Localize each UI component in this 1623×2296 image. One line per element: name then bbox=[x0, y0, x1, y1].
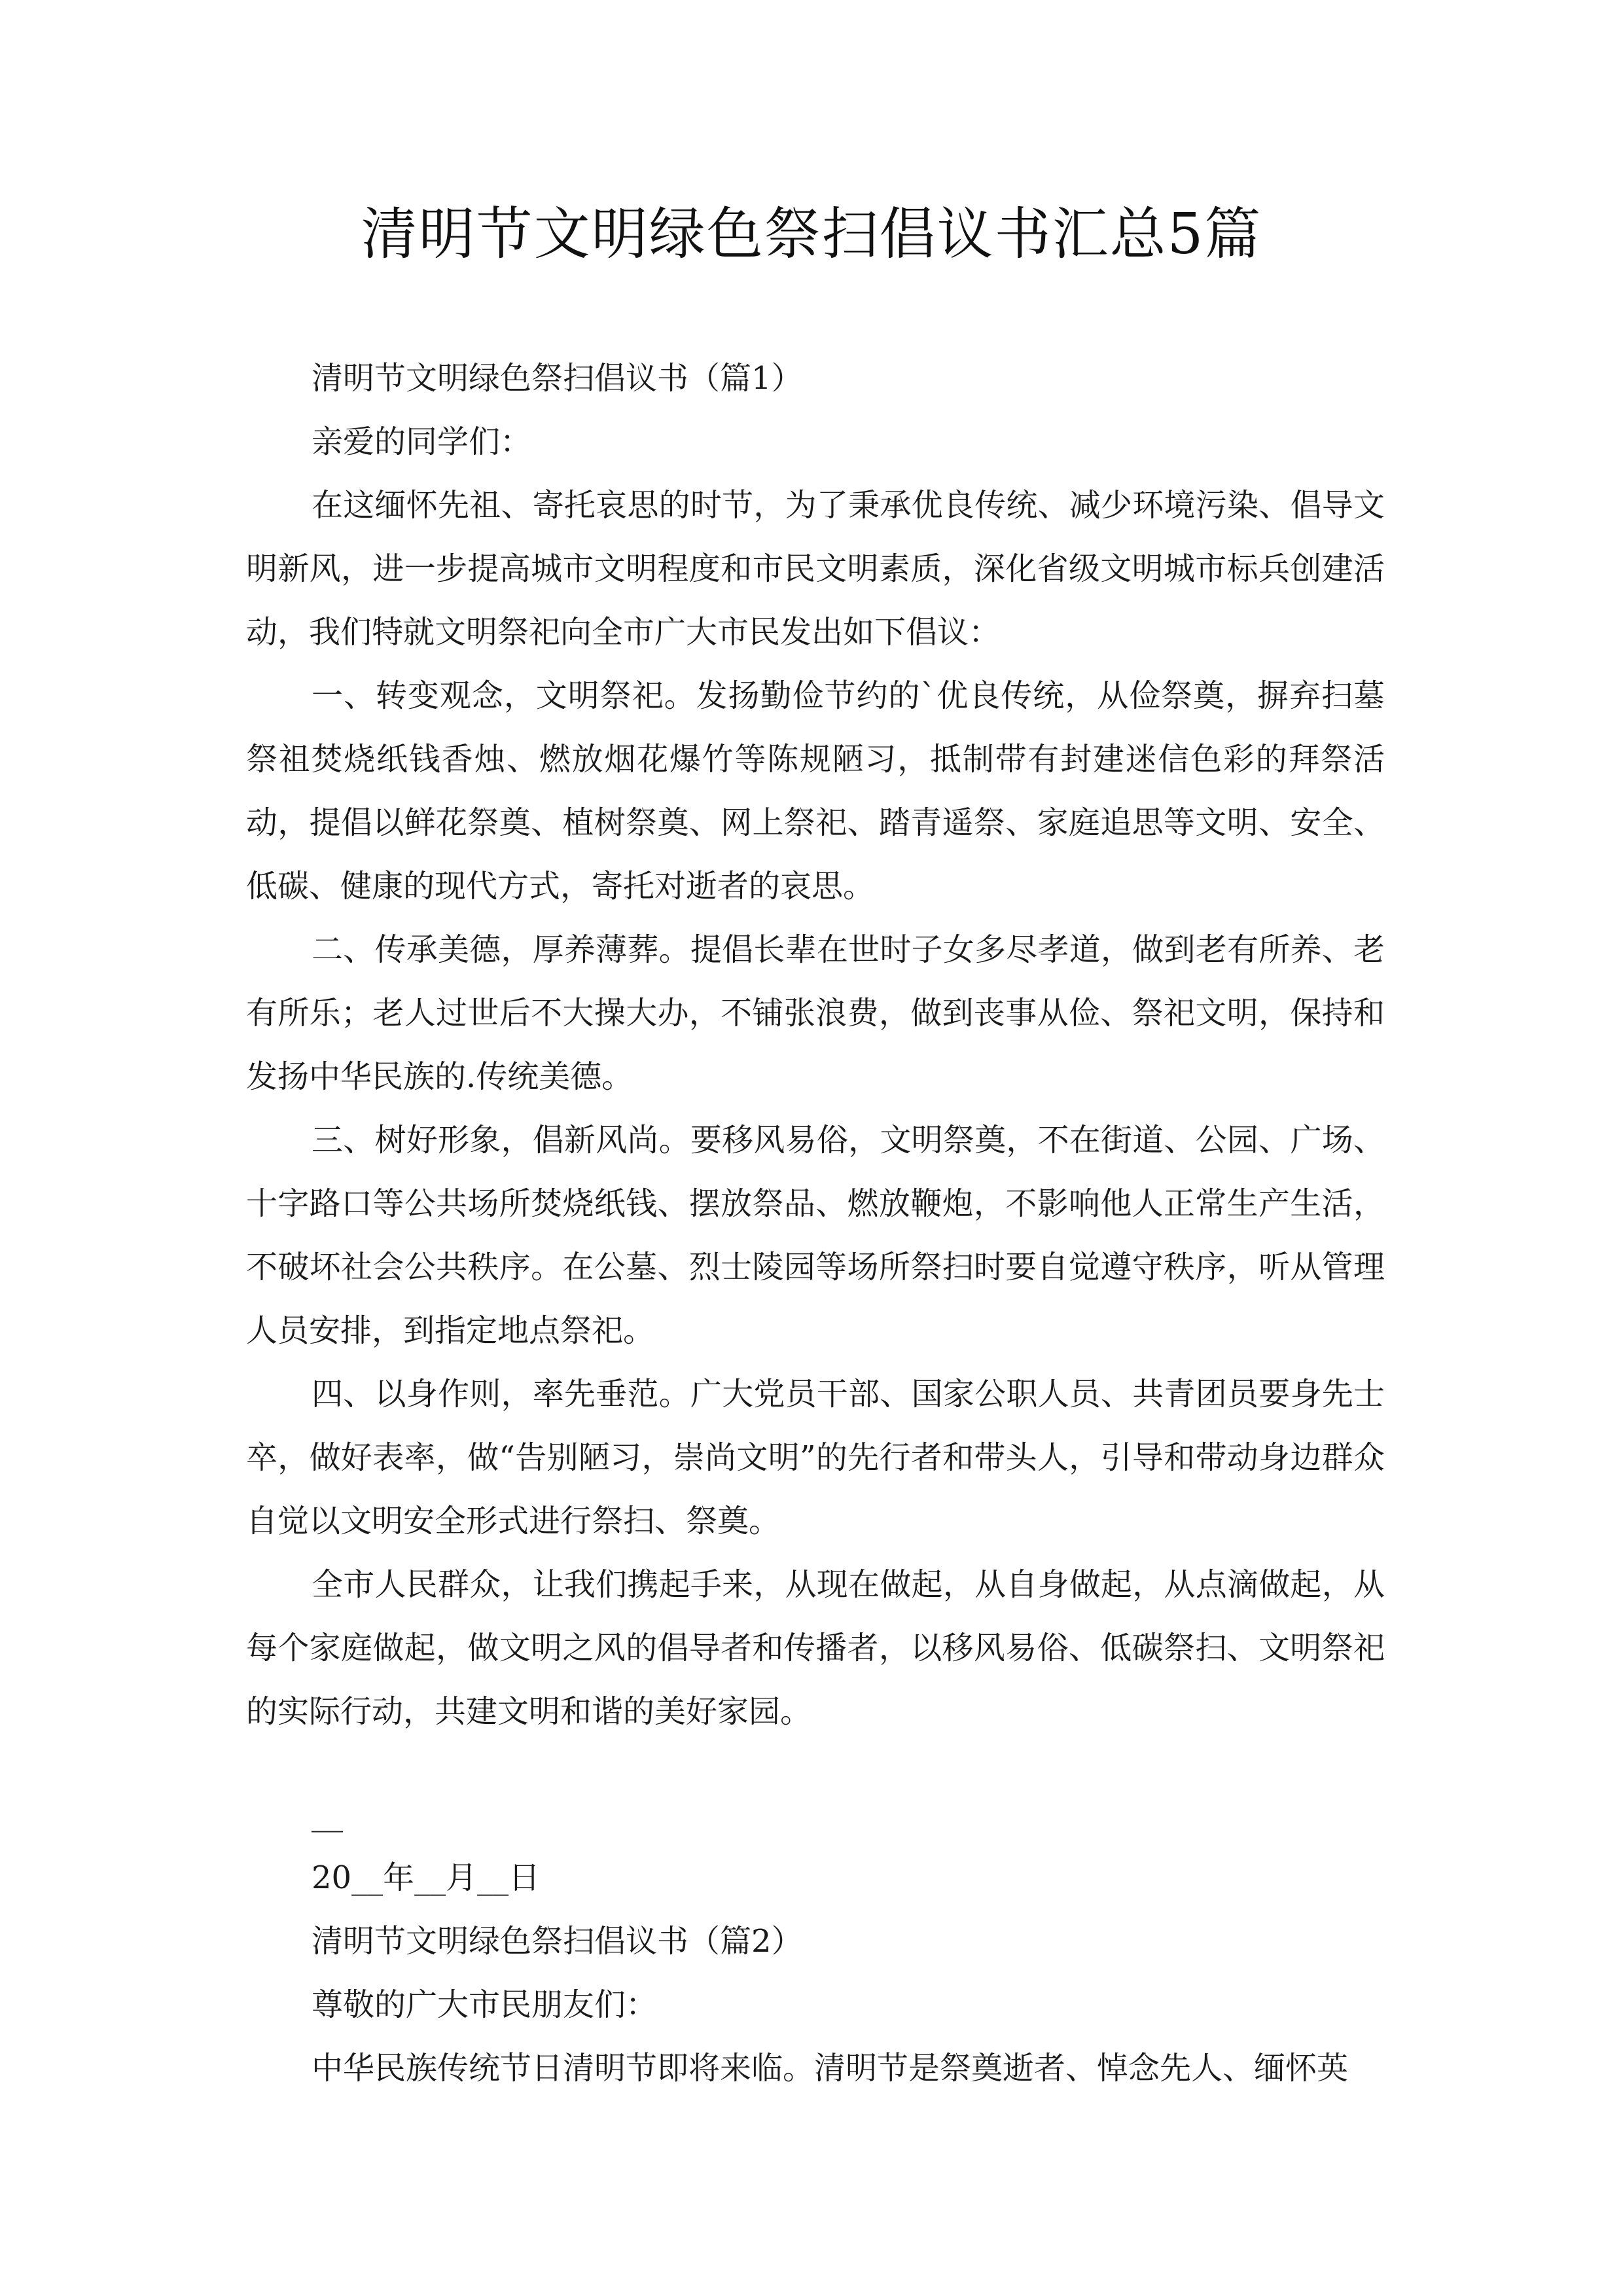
paragraph-intro: 在这缅怀先祖、寄托哀思的时节，为了秉承优良传统、减少环境污染、倡导文明新风，进一步提高城市文明程度和市民文明素质，深化省级文明城市标兵创建活动，我们特就文明祭祀向全市广大市民发出如下倡议： bbox=[246, 487, 1385, 651]
document-title: 清明节文明绿色祭扫倡议书汇总5篇 bbox=[361, 202, 1262, 267]
section-heading-2: 清明节文明绿色祭扫倡议书（篇2） bbox=[312, 1923, 803, 1960]
spacer bbox=[246, 1744, 1385, 1783]
paragraph-point-1: 一、转变观念，文明祭祀。发扬勤俭节约的`优良传统，从俭祭奠，摒弃扫墓祭祖焚烧纸钱香烛、燃放烟花爆竹等陈规陋习，抵制带有封建迷信色彩的拜祭活动，提倡以鲜花祭奠、植树祭奠、网上祭祀、踏青遥祭、家庭追思等文明、安全、低碳、健康的现代方式，寄托对逝者的哀思。 bbox=[246, 677, 1385, 905]
document-body bbox=[246, 347, 1385, 2100]
paragraph-point-2: 二、传承美德，厚养薄葬。提倡长辈在世时子女多尽孝道，做到老有所养、老有所乐；老人过世后不大操大办，不铺张浪费，做到丧事从俭、祭祀文明，保持和发扬中华民族的.传统美德。 bbox=[246, 931, 1385, 1095]
salutation-2: 尊敬的广大市民朋友们： bbox=[312, 1986, 658, 2023]
salutation-1: 亲爱的同学们： bbox=[312, 423, 532, 460]
paragraph-section-2-start: 中华民族传统节日清明节即将来临。清明节是祭奠逝者、悼念先人、缅怀英 bbox=[312, 2050, 1349, 2087]
paragraph-point-3: 三、树好形象，倡新风尚。要移风易俗，文明祭奠，不在街道、公园、广场、十字路口等公共场所焚烧纸钱、摆放祭品、燃放鞭炮，不影响他人正常生产生活，不破坏社会公共秩序。在公墓、烈士陵园等场所祭扫时要自觉遵守秩序，听从管理人员安排，到指定地点祭祀。 bbox=[246, 1122, 1385, 1349]
signature-line: __ bbox=[312, 1796, 343, 1833]
section-heading-1: 清明节文明绿色祭扫倡议书（篇1） bbox=[312, 360, 803, 397]
paragraph-closing: 全市人民群众，让我们携起手来，从现在做起，从自身做起，从点滴做起，从每个家庭做起，做文明之风的倡导者和传播者，以移风易俗、低碳祭扫、文明祭祀的实际行动，共建文明和谐的美好家园。 bbox=[246, 1566, 1385, 1730]
date-line: 20__年__月__日 bbox=[312, 1859, 541, 1896]
paragraph-point-4: 四、以身作则，率先垂范。广大党员干部、国家公职人员、共青团员要身先士卒，做好表率，做“告别陋习，崇尚文明”的先行者和带头人，引导和带动身边群众自觉以文明安全形式进行祭扫、祭奠。 bbox=[246, 1376, 1385, 1539]
